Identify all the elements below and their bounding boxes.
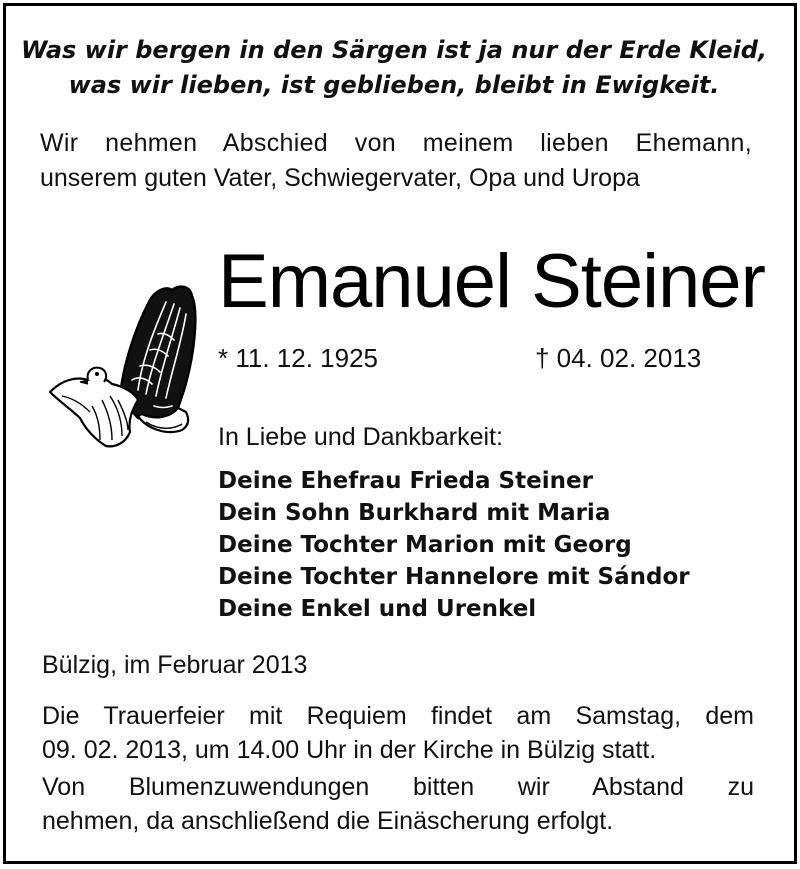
intro-line-1: Wir nehmen Abschied von meinem lieben Ehemann, — [40, 129, 752, 157]
family-member: Deine Enkel und Urenkel — [218, 596, 537, 622]
death-date: † 04. 02. 2013 — [535, 343, 702, 373]
funeral-line-2: 09. 02. 2013, um 14.00 Uhr in der Kirche in Bülzig statt. — [42, 736, 657, 764]
flowers-notice — [42, 770, 754, 838]
gratitude-line: In Liebe und Dankbarkeit: — [218, 423, 503, 451]
family-member: Deine Ehefrau Frieda Steiner — [218, 468, 593, 494]
praying-hands-with-dove-icon — [42, 280, 212, 460]
intro-line-2: unserem guten Vater, Schwiegervater, Opa und Uropa — [40, 164, 640, 192]
place-and-date: Bülzig, im Februar 2013 — [42, 651, 308, 679]
birth-date: * 11. 12. 1925 — [218, 343, 378, 373]
funeral-info — [42, 699, 754, 767]
memorial-verse — [0, 33, 788, 103]
verse-line-1: Was wir bergen in den Särgen ist ja nur der Erde Kleid, — [20, 36, 768, 64]
family-member: Dein Sohn Burkhard mit Maria — [218, 500, 611, 526]
deceased-name: Emanuel Steiner — [218, 239, 765, 324]
flowers-line-2: nehmen, da anschließend die Einäscherung erfolgt. — [42, 807, 614, 835]
verse-line-2: was wir lieben, ist geblieben, bleibt in Ewigkeit. — [68, 71, 720, 99]
family-member: Deine Tochter Marion mit Georg — [218, 532, 632, 558]
flowers-line-1: Von Blumenzuwendungen bitten wir Abstand zu — [42, 773, 754, 801]
funeral-line-1: Die Trauerfeier mit Requiem findet am Samstag, dem — [42, 702, 754, 730]
intro-text — [40, 126, 752, 196]
family-member: Deine Tochter Hannelore mit Sándor — [218, 564, 690, 590]
family-list — [218, 465, 690, 625]
